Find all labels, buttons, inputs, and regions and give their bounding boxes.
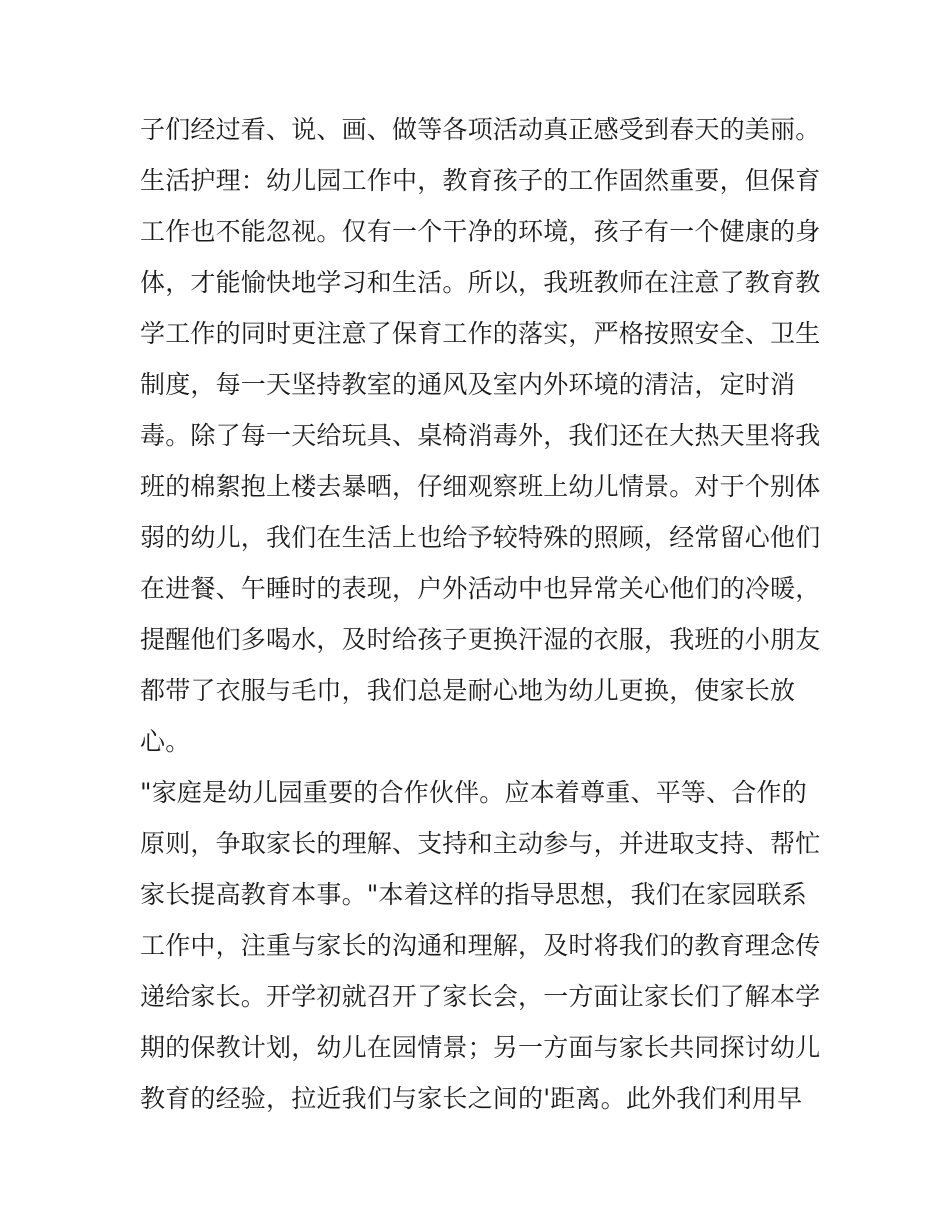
text-line: "家庭是幼儿园重要的合作伙伴。应本着尊重、平等、合作的 [140, 778, 807, 807]
text-line: 心。 [140, 727, 191, 756]
text-line: 家长提高教育本事。"本着这样的指导思想，我们在家园联系 [140, 880, 807, 909]
text-line: 期的保教计划，幼儿在园情景；另一方面与家长共同探讨幼儿 [140, 1033, 821, 1062]
text-line: 教育的经验，拉近我们与家长之间的'距离。此外我们利用早 [140, 1084, 803, 1113]
text-line: 原则，争取家长的理解、支持和主动参与，并进取支持、帮忙 [140, 829, 821, 858]
text-line: 弱的幼儿，我们在生活上也给予较特殊的照顾，经常留心他们 [140, 523, 821, 552]
text-line: 工作也不能忽视。仅有一个干净的环境，孩子有一个健康的身 [140, 217, 821, 246]
text-line: 生活护理：幼儿园工作中，教育孩子的工作固然重要，但保育 [140, 166, 821, 195]
text-line: 毒。除了每一天给玩具、桌椅消毒外，我们还在大热天里将我 [140, 421, 821, 450]
text-line: 班的棉絮抱上楼去暴晒，仔细观察班上幼儿情景。对于个别体 [140, 472, 821, 501]
text-line: 递给家长。开学初就召开了家长会，一方面让家长们了解本学 [140, 982, 821, 1011]
text-line: 学工作的同时更注意了保育工作的落实，严格按照安全、卫生 [140, 319, 821, 348]
text-line: 体，才能愉快地学习和生活。所以，我班教师在注意了教育教 [140, 268, 821, 297]
text-line: 工作中，注重与家长的沟通和理解，及时将我们的教育理念传 [140, 931, 821, 960]
text-line: 提醒他们多喝水，及时给孩子更换汗湿的衣服，我班的小朋友 [140, 625, 821, 654]
text-line: 都带了衣服与毛巾，我们总是耐心地为幼儿更换，使家长放 [140, 676, 796, 705]
body-text [140, 104, 820, 1124]
text-line: 子们经过看、说、画、做等各项活动真正感受到春天的美丽。 [140, 115, 821, 144]
text-line: 制度，每一天坚持教室的通风及室内外环境的清洁，定时消 [140, 370, 796, 399]
text-line: 在进餐、午睡时的表现，户外活动中也异常关心他们的冷暖， [140, 574, 821, 603]
